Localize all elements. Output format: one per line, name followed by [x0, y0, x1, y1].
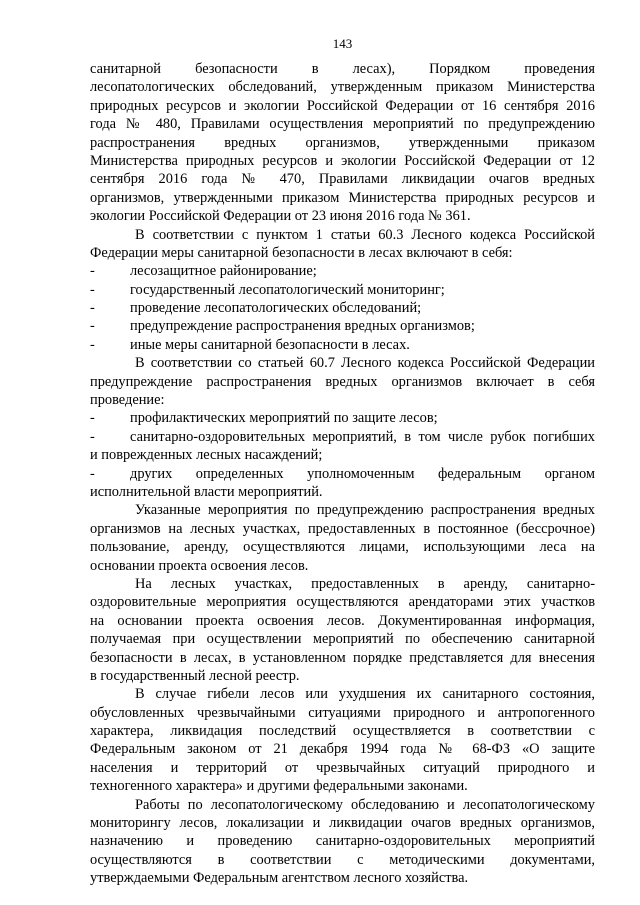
- line-text: и поврежденных лесных насаждений;: [90, 447, 323, 464]
- line-text: характера, ликвидация последствий осуществляется в соответствии с: [90, 723, 595, 740]
- line-text: В соответствии с пунктом 1 статьи 60.3 Лесного кодекса Российской: [135, 226, 595, 243]
- text-line: [90, 869, 595, 887]
- text-line: [90, 152, 595, 170]
- text-line: [90, 538, 595, 556]
- document-body: [90, 60, 595, 888]
- line-text: На лесных участках, предоставленных в аренду, санитарно-: [135, 575, 595, 592]
- line-text: лесопатологических обследований, утвержденным приказом Министерства: [90, 79, 595, 96]
- line-text: В случае гибели лесов или ухудшения их санитарного состояния,: [135, 686, 595, 703]
- line-text: исполнительной власти мероприятий.: [90, 483, 323, 500]
- list-item: [90, 317, 595, 335]
- line-text: Федерации меры санитарной безопасности в лесах включают в себя:: [90, 244, 513, 261]
- text-line: [90, 704, 595, 722]
- line-text: проведение:: [90, 392, 165, 409]
- line-text: на основании проекта освоения лесов. Документированная информация,: [90, 612, 595, 629]
- line-text: санитарной безопасности в лесах), Порядком проведения: [90, 61, 595, 77]
- line-text: лесозащитное районирование;: [130, 263, 317, 280]
- text-line: [90, 575, 595, 593]
- line-text: организмов на лесных участках, предоставленных в постоянное (бессрочное): [90, 520, 595, 537]
- text-line: [90, 777, 595, 795]
- text-line: [90, 759, 595, 777]
- text-line: [90, 649, 595, 667]
- list-dash: -: [90, 263, 95, 280]
- text-line: [90, 501, 595, 519]
- text-line: [90, 520, 595, 538]
- line-text: безопасности в лесах, в установленном порядке представляется для внесения: [90, 649, 595, 666]
- line-text: иные меры санитарной безопасности в лесах.: [130, 336, 410, 353]
- text-line: [90, 97, 595, 115]
- list-item: [90, 428, 595, 446]
- line-text: профилактических мероприятий по защите лесов;: [130, 410, 438, 427]
- line-text: пользование, аренду, осуществляются лицами, использующими леса на: [90, 539, 595, 556]
- page-number: 143: [332, 36, 353, 51]
- line-text: оздоровительные мероприятия осуществляются арендаторами этих участков: [90, 594, 595, 611]
- line-text: распространения вредных организмов, утвержденными приказом: [90, 134, 595, 151]
- text-line: [90, 557, 595, 575]
- line-text: получаемая при осуществлении мероприятий по обеспечению санитарной: [90, 631, 595, 648]
- text-line: [90, 373, 595, 391]
- text-line: [90, 189, 595, 207]
- text-line: [90, 593, 595, 611]
- line-text: назначению и проведению санитарно-оздоровительных мероприятий: [90, 833, 595, 850]
- text-line: [90, 740, 595, 758]
- list-dash: -: [90, 410, 95, 427]
- list-dash: -: [90, 281, 95, 298]
- line-text: государственный лесопатологический мониторинг;: [130, 281, 445, 298]
- text-line: [90, 851, 595, 869]
- line-text: предупреждение распространения вредных организмов;: [130, 318, 475, 335]
- line-text: природных ресурсов и экологии Российской Федерации от 16 сентября 2016: [90, 97, 595, 114]
- list-dash: -: [90, 465, 95, 482]
- list-item: [90, 299, 595, 317]
- line-text: Указанные мероприятия по предупреждению распространения вредных: [135, 502, 595, 519]
- line-text: года № 480, Правилами осуществления мероприятий по предупреждению: [90, 116, 595, 133]
- list-dash: -: [90, 300, 95, 317]
- text-line: [90, 134, 595, 152]
- text-line: [90, 814, 595, 832]
- text-line: [90, 446, 595, 464]
- text-line: [90, 685, 595, 703]
- text-line: [90, 630, 595, 648]
- text-line: [90, 354, 595, 372]
- line-text: других определенных уполномоченным федеральным органом: [130, 465, 595, 482]
- text-line: [90, 60, 595, 78]
- text-line: [90, 667, 595, 685]
- list-item: [90, 465, 595, 483]
- text-line: [90, 244, 595, 262]
- list-dash: -: [90, 336, 95, 353]
- line-text: проведение лесопатологических обследований;: [130, 300, 422, 317]
- line-text: в государственный лесной реестр.: [90, 667, 300, 684]
- line-text: техногенного характера» и другими федеральными законами.: [90, 778, 468, 795]
- line-text: основании проекта освоения лесов.: [90, 557, 309, 574]
- line-text: осуществляются в соответствии с методическими документами,: [90, 851, 595, 868]
- list-item: [90, 281, 595, 299]
- line-text: сентября 2016 года № 470, Правилами ликвидации очагов вредных: [90, 171, 595, 188]
- line-text: Федеральным законом от 21 декабря 1994 года № 68-ФЗ «О защите: [90, 741, 595, 758]
- text-line: [90, 207, 595, 225]
- text-line: [90, 226, 595, 244]
- text-line: [90, 483, 595, 501]
- text-line: [90, 78, 595, 96]
- list-dash: -: [90, 428, 95, 445]
- text-line: [90, 722, 595, 740]
- text-line: [90, 612, 595, 630]
- line-text: В соответствии со статьей 60.7 Лесного кодекса Российской Федерации: [135, 355, 595, 372]
- line-text: Работы по лесопатологическому обследованию и лесопатологическому: [135, 796, 595, 813]
- line-text: утверждаемыми Федеральным агентством лесного хозяйства.: [90, 870, 469, 887]
- text-line: [90, 796, 595, 814]
- line-text: мониторингу лесов, локализации и ликвидации очагов вредных организмов,: [90, 815, 595, 832]
- line-text: экологии Российской Федерации от 23 июня 2016 года № 361.: [90, 208, 471, 225]
- list-dash: -: [90, 318, 95, 335]
- list-item: [90, 262, 595, 280]
- line-text: обусловленных чрезвычайными ситуациями природного и антропогенного: [90, 704, 595, 721]
- text-line: [90, 391, 595, 409]
- text-line: [90, 832, 595, 850]
- line-text: Министерства природных ресурсов и экологии Российской Федерации от 12: [90, 152, 595, 169]
- list-item: [90, 336, 595, 354]
- text-line: [90, 170, 595, 188]
- list-item: [90, 409, 595, 427]
- line-text: санитарно-оздоровительных мероприятий, в том числе рубок погибших: [130, 428, 595, 445]
- line-text: предупреждение распространения вредных организмов включает в себя: [90, 373, 595, 390]
- line-text: организмов, утвержденными приказом Министерства природных ресурсов и: [90, 189, 595, 206]
- line-text: населения и территорий от чрезвычайных ситуаций природного и: [90, 759, 595, 776]
- text-line: [90, 115, 595, 133]
